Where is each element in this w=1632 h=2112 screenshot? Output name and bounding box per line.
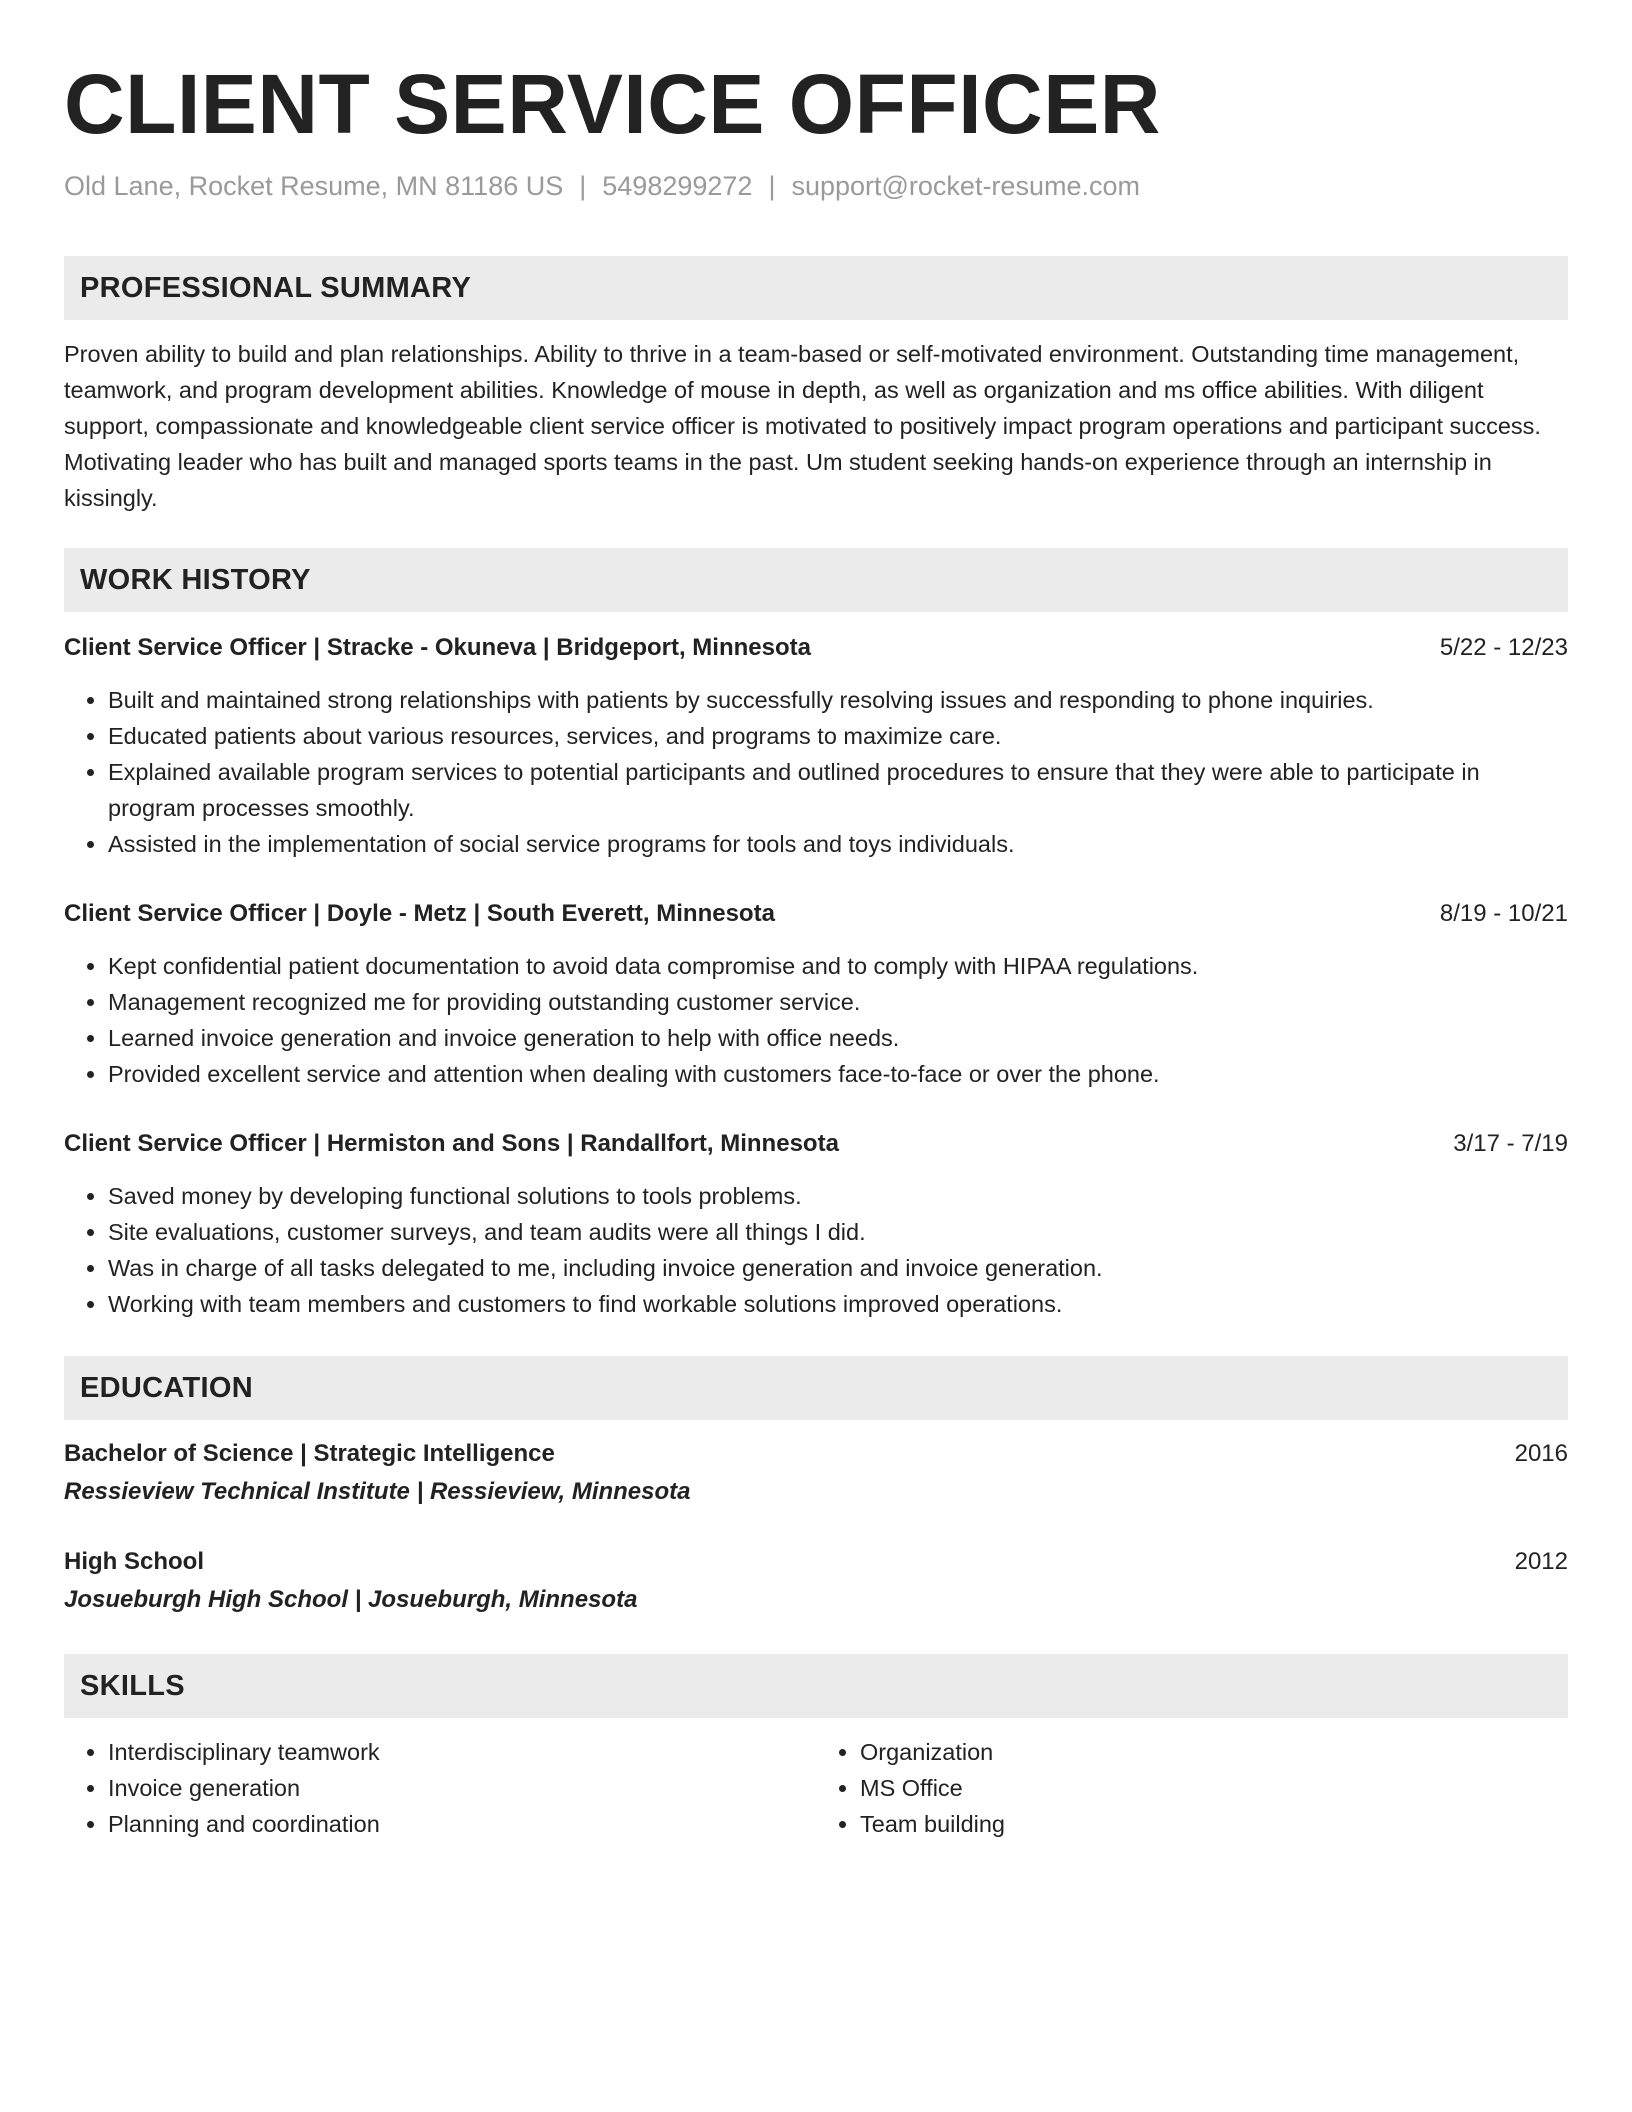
education-heading: EDUCATION <box>64 1356 1568 1420</box>
education-year: 2016 <box>1514 1440 1568 1467</box>
job-bullet: • Built and maintained strong relationships with patients by successfully resolving issues and responding to phone inquiries. <box>108 682 1568 718</box>
job-title: Client Service Officer | Stracke - Okuneva | Bridgeport, Minnesota <box>64 634 811 661</box>
job-dates: 3/17 - 7/19 <box>1453 1130 1568 1157</box>
job-bullet: • Was in charge of all tasks delegated to me, including invoice generation and invoice generation. <box>108 1250 1568 1286</box>
contact-line <box>64 168 1568 204</box>
job-bullet: • Kept confidential patient documentation to avoid data compromise and to comply with HIPAA regulations. <box>108 948 1568 984</box>
contact-separator: | <box>768 171 776 201</box>
job-bullet: • Provided excellent service and attention when dealing with customers face-to-face or over the phone. <box>108 1056 1568 1092</box>
education-school: Josueburgh High School | Josueburgh, Minnesota <box>64 1586 638 1613</box>
skill-item: • MS Office <box>860 1770 1568 1806</box>
skill-item: • Team building <box>860 1806 1568 1842</box>
job-bullet: • Working with team members and customers to find workable solutions improved operations. <box>108 1286 1568 1322</box>
contact-phone: 5498299272 <box>602 171 753 201</box>
skill-item: • Planning and coordination <box>108 1806 816 1842</box>
job-dates: 5/22 - 12/23 <box>1439 634 1568 661</box>
skills-column-left <box>64 1734 816 1842</box>
skill-item: • Interdisciplinary teamwork <box>108 1734 816 1770</box>
job-bullet: • Educated patients about various resources, services, and programs to maximize care. <box>108 718 1568 754</box>
summary-text: Proven ability to build and plan relationships. Ability to thrive in a team-based or self-motivated environment. Outstanding time management, teamwork, and program development abilities. Knowledge of mouse in depth, as well as organization and ms office abilities. With diligent support, compassionate and knowledgeable client service officer is motivated to positively impact program operations and participant success. Motivating leader who has built and managed sports teams in the past. Um student seeking hands-on experience through an internship in kissingly. <box>64 341 1541 511</box>
education-entry <box>64 1436 1568 1512</box>
contact-email: support@rocket-resume.com <box>791 171 1140 201</box>
job-title: Client Service Officer | Doyle - Metz | South Everett, Minnesota <box>64 900 775 927</box>
job-title: Client Service Officer | Hermiston and Sons | Randallfort, Minnesota <box>64 1130 839 1157</box>
contact-separator: | <box>579 171 587 201</box>
job-bullet: • Assisted in the implementation of social service programs for tools and toys individuals. <box>108 826 1568 862</box>
education-year: 2012 <box>1514 1548 1568 1575</box>
job-bullets <box>64 948 1568 1092</box>
job-bullet: • Site evaluations, customer surveys, and team audits were all things I did. <box>108 1214 1568 1250</box>
summary-heading: PROFESSIONAL SUMMARY <box>64 256 1568 320</box>
job-entry <box>64 1126 1568 1322</box>
skill-item: • Invoice generation <box>108 1770 816 1806</box>
job-bullets <box>64 1178 1568 1322</box>
skills-heading: SKILLS <box>64 1654 1568 1718</box>
education-entry <box>64 1544 1568 1620</box>
job-bullets <box>64 682 1568 862</box>
skills-list <box>64 1734 1568 1842</box>
candidate-title: CLIENT SERVICE OFFICER <box>64 57 1161 151</box>
job-bullet: • Explained available program services to potential participants and outlined procedures to ensure that they were able to participate in program processes smoothly. <box>108 754 1568 826</box>
skill-item: • Organization <box>860 1734 1568 1770</box>
skills-column-right <box>816 1734 1568 1842</box>
job-dates: 8/19 - 10/21 <box>1439 900 1568 927</box>
job-entry <box>64 896 1568 1092</box>
job-bullet: • Saved money by developing functional solutions to tools problems. <box>108 1178 1568 1214</box>
education-degree: High School <box>64 1548 204 1575</box>
contact-address: Old Lane, Rocket Resume, MN 81186 US <box>64 171 564 201</box>
job-bullet: • Management recognized me for providing outstanding customer service. <box>108 984 1568 1020</box>
work-history-heading: WORK HISTORY <box>64 548 1568 612</box>
job-entry <box>64 630 1568 862</box>
job-bullet: • Learned invoice generation and invoice generation to help with office needs. <box>108 1020 1568 1056</box>
education-degree: Bachelor of Science | Strategic Intelligence <box>64 1440 555 1467</box>
education-school: Ressieview Technical Institute | Ressieview, Minnesota <box>64 1478 691 1505</box>
